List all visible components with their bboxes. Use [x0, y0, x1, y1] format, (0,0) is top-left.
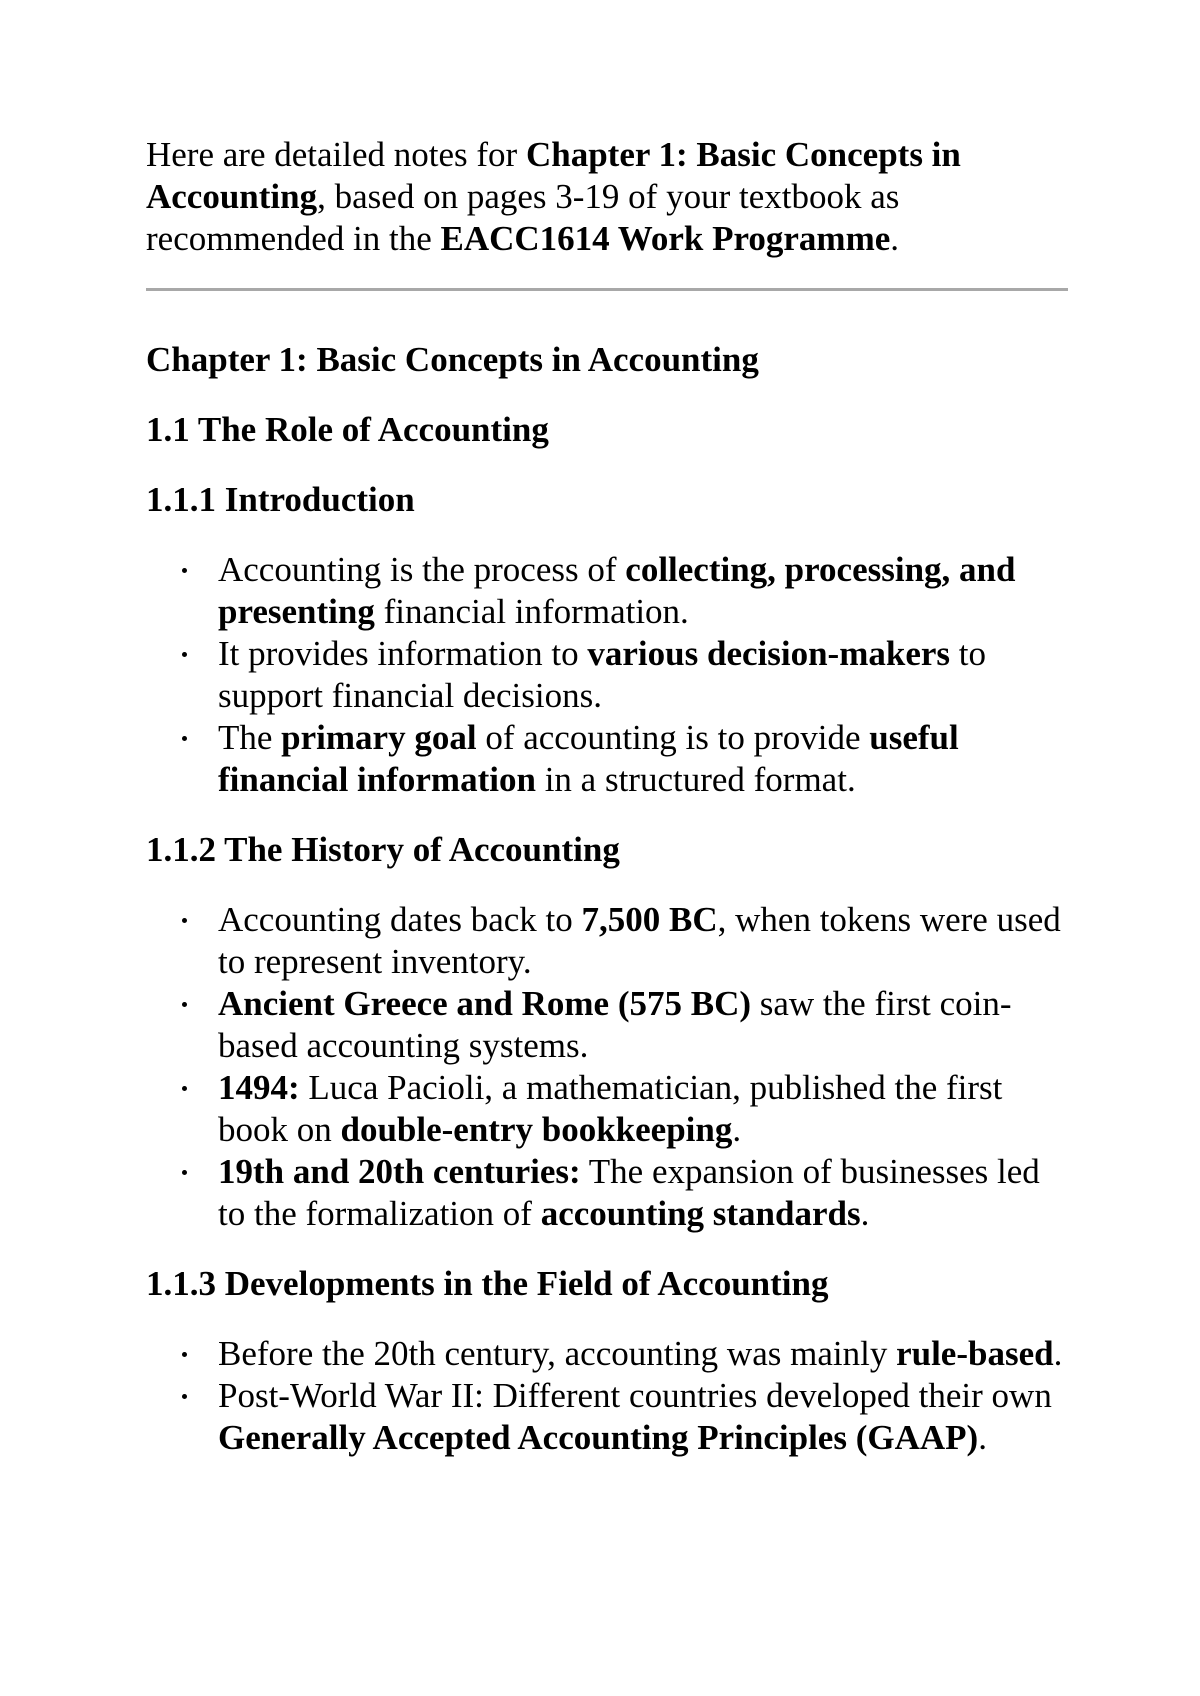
list-item — [218, 1375, 1068, 1459]
list-item — [218, 549, 1068, 633]
item-bold-text: various decision-makers — [587, 634, 951, 673]
item-bold-text: Ancient Greece and Rome (575 BC) — [218, 984, 751, 1023]
item-text: Accounting is the process of — [218, 550, 626, 589]
item-text: . — [978, 1418, 987, 1457]
item-text: Accounting dates back to — [218, 900, 582, 939]
bullet-icon — [182, 1086, 187, 1091]
item-text: financial information. — [374, 592, 689, 631]
introduction-list — [146, 549, 1068, 801]
intro-programme-name: EACC1614 Work Programme — [440, 219, 891, 258]
item-text: . — [732, 1110, 742, 1149]
bullet-icon — [182, 918, 187, 923]
item-text: saw the first coin-based accounting systems. — [218, 984, 1012, 1065]
item-bold-text: 1494: — [218, 1068, 300, 1107]
item-text: It provides information to — [218, 634, 588, 673]
item-bold-text: collecting, processing, and presenting — [218, 550, 1016, 631]
bullet-icon — [182, 1352, 187, 1357]
intro-paragraph — [146, 134, 1068, 260]
bullet-icon — [182, 1002, 187, 1007]
item-text: of accounting is to provide — [476, 718, 870, 757]
item-text: Post-World War II: Different countries developed their own — [218, 1376, 1052, 1415]
item-text: Before the 20th century, accounting was mainly — [218, 1334, 897, 1373]
intro-text: Here are detailed notes for — [146, 135, 526, 174]
bullet-icon — [182, 568, 187, 573]
history-list — [146, 899, 1068, 1235]
list-item — [218, 1151, 1068, 1235]
section-heading-1-1-2: 1.1.2 The History of Accounting — [146, 830, 620, 869]
item-text: The expansion of businesses led to the formalization of — [218, 1152, 1040, 1233]
bullet-icon — [182, 736, 187, 741]
item-text: , when tokens were used to represent inventory. — [218, 900, 1061, 981]
section-heading-1-1-1: 1.1.1 Introduction — [146, 480, 415, 519]
item-bold-text: 7,500 BC — [581, 900, 718, 939]
item-bold-text: primary goal — [281, 718, 477, 757]
bullet-icon — [182, 1394, 187, 1399]
item-text: to support financial decisions. — [218, 634, 987, 715]
item-bold-text: accounting standards — [540, 1194, 861, 1233]
intro-chapter-title: Chapter 1: Basic Concepts in Accounting — [146, 135, 961, 216]
list-item — [218, 899, 1068, 983]
item-bold-text: Generally Accepted Accounting Principles (GAAP) — [218, 1418, 979, 1457]
list-item — [218, 633, 1068, 717]
item-text: . — [1053, 1334, 1063, 1373]
list-item — [218, 717, 1068, 801]
bullet-icon — [182, 652, 187, 657]
horizontal-divider — [146, 288, 1068, 291]
item-text: in a structured format. — [535, 760, 856, 799]
section-heading-1-1: 1.1 The Role of Accounting — [146, 410, 549, 449]
item-bold-text: 19th and 20th centuries: — [218, 1152, 581, 1191]
section-heading-1-1-3: 1.1.3 Developments in the Field of Accounting — [146, 1264, 829, 1303]
item-bold-text: useful financial information — [218, 718, 959, 799]
bullet-icon — [182, 1170, 187, 1175]
item-text: The — [218, 718, 282, 757]
list-item — [218, 1333, 1068, 1375]
document-page — [146, 134, 1068, 1459]
intro-text: , based on pages 3-19 of your textbook as recommended in the — [146, 177, 900, 258]
item-text: Luca Pacioli, a mathematician, published the first book on — [218, 1068, 1003, 1149]
item-text: . — [860, 1194, 870, 1233]
developments-list — [146, 1333, 1068, 1459]
list-item — [218, 983, 1068, 1067]
item-bold-text: rule-based — [896, 1334, 1054, 1373]
list-item — [218, 1067, 1068, 1151]
item-bold-text: double-entry bookkeeping — [340, 1110, 733, 1149]
chapter-heading: Chapter 1: Basic Concepts in Accounting — [146, 340, 759, 379]
intro-text: . — [890, 219, 900, 258]
